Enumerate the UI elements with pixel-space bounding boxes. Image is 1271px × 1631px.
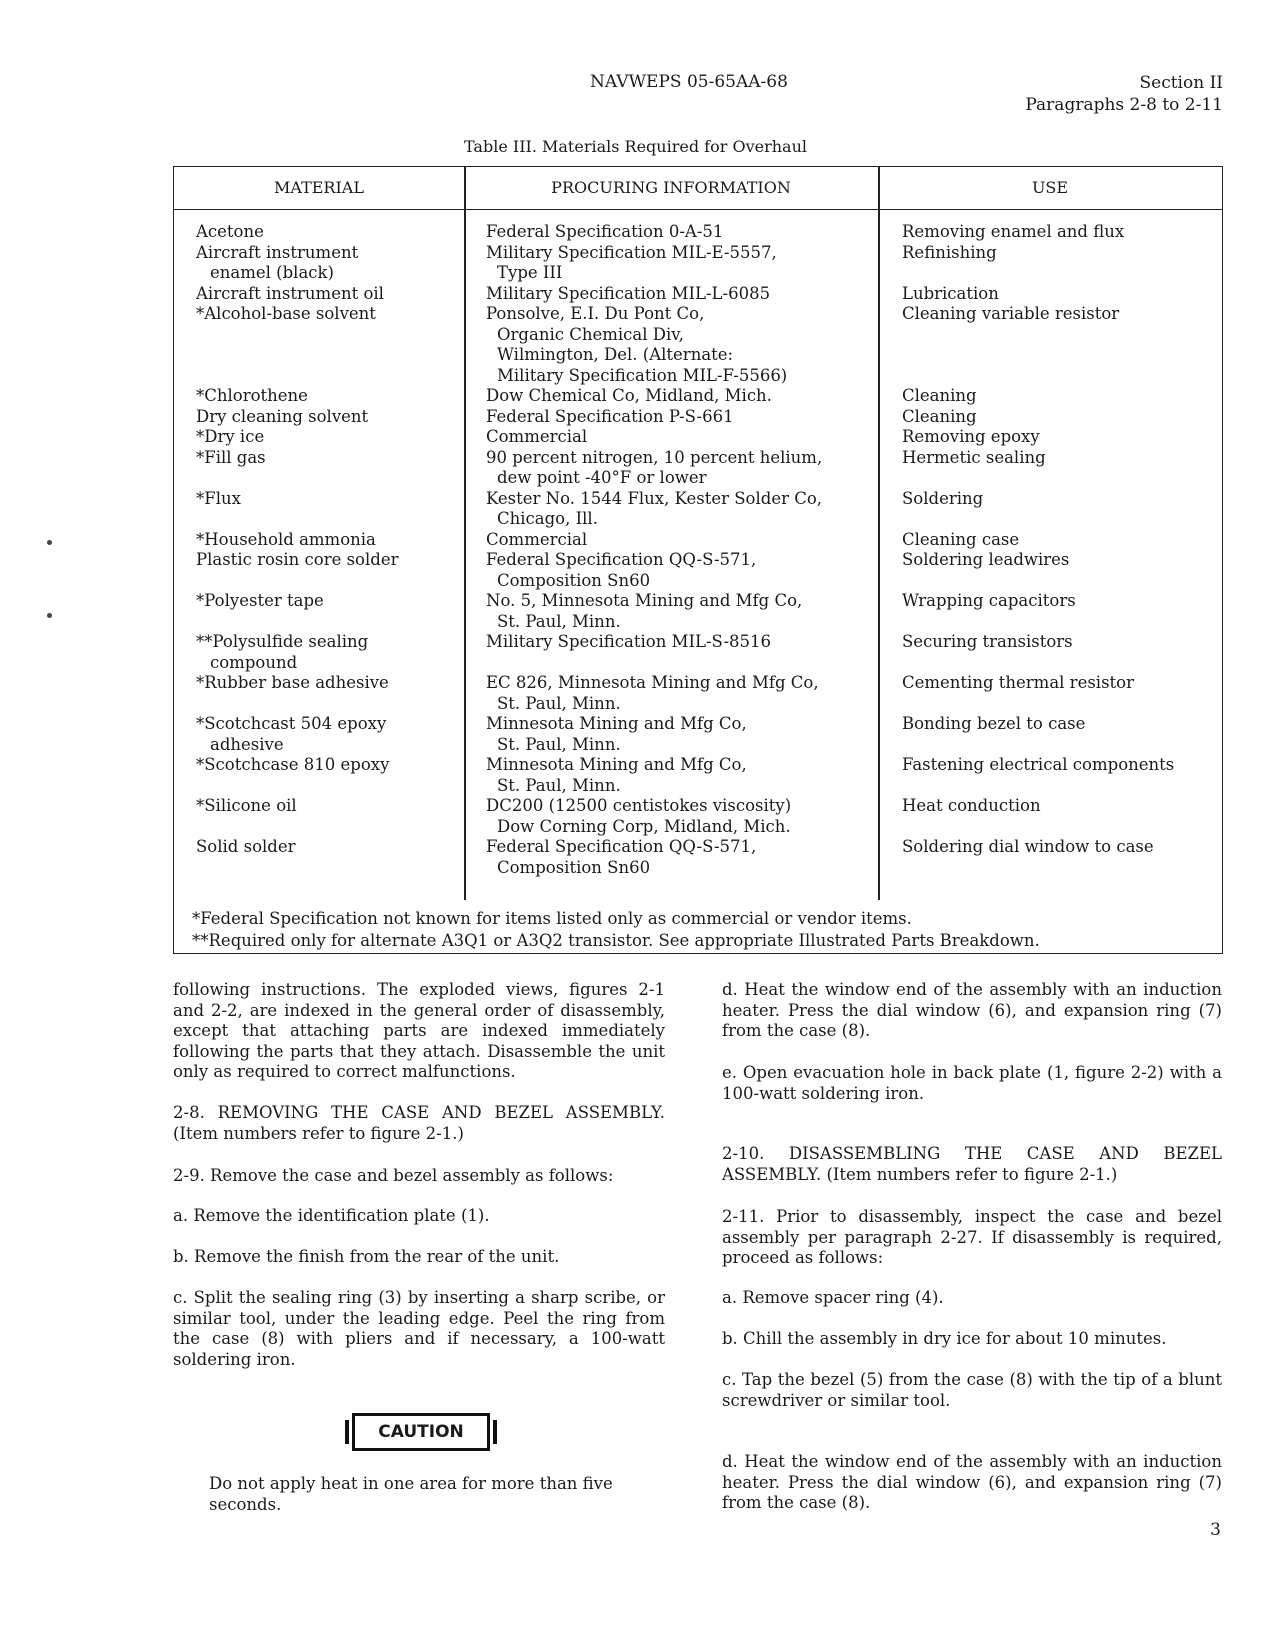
use-cell [902,448,1212,469]
procuring-cell [486,284,876,305]
procuring-cell [486,796,876,837]
scan-mark [47,613,52,618]
table-row [174,243,1222,284]
material-cell [196,796,458,817]
heading-2-10: 2-10. DISASSEMBLING THE CASE AND BEZEL ASSEMBLY. (Item numbers refer to figure 2-1.) [722,1144,1222,1184]
use-cell [902,243,1212,264]
material-cell [196,837,458,858]
procuring-cell [486,489,876,530]
procuring-cell-line: Military Specification MIL-F-5566) [497,365,788,385]
use-cell-line: Cleaning case [902,529,1020,549]
procuring-cell [486,222,876,243]
procuring-cell-line: Minnesota Mining and Mfg Co, [486,714,747,733]
procuring-cell-line: Commercial [486,529,588,549]
table-row [174,407,1222,428]
use-cell-line: Cementing thermal resistor [902,673,1134,692]
material-cell-line: enamel (black) [210,263,334,282]
material-cell [196,304,458,325]
procuring-cell-line: St. Paul, Minn. [497,693,621,713]
material-cell [196,489,458,510]
table-row [174,222,1222,243]
material-cell [196,591,458,612]
step-c-left: c. Split the sealing ring (3) by inserting a sharp scribe, or similar tool, under the leading edge. Peel the ring from the case (8) with pliers and if necessary, a 100-watt soldering iron. [173,1288,665,1369]
procuring-cell-line: Organic Chemical Div, [497,324,684,344]
material-cell-line: *Fill gas [196,447,266,467]
section-header [1025,72,1223,116]
material-cell-line: *Chlorothene [196,386,308,405]
procuring-cell-line: EC 826, Minnesota Mining and Mfg Co, [486,673,819,692]
procuring-cell-line: Ponsolve, E.I. Du Pont Co, [486,304,705,323]
procuring-cell-line: 90 percent nitrogen, 10 percent helium, [486,447,823,467]
table-caption: Table III. Materials Required for Overhaul [463,137,807,156]
use-cell [902,284,1212,305]
page-number: 3 [1210,1520,1221,1540]
use-cell [902,427,1212,448]
use-cell-line: Heat conduction [902,796,1041,815]
footnote-double-asterisk: **Required only for alternate A3Q1 or A3Q2 transistor. See appropriate Illustrated Parts Breakdown. [192,931,1040,950]
use-cell-line: Removing epoxy [902,427,1040,446]
footnote-single-asterisk: *Federal Specification not known for items listed only as commercial or vendor items. [192,909,912,928]
material-cell [196,448,458,469]
material-cell [196,407,458,428]
material-cell-line: *Scotchcase 810 epoxy [196,755,390,774]
use-cell [902,489,1212,510]
step-d2-right: d. Heat the window end of the assembly with an induction heater. Press the dial window (6), and expansion ring (7) from the case (8). [722,1452,1222,1512]
materials-table [173,166,1223,954]
procuring-cell [486,243,876,284]
use-cell [902,304,1212,325]
procuring-cell-line: DC200 (12500 centistokes viscosity) [486,796,792,815]
material-cell [196,755,458,776]
use-cell [902,386,1212,407]
material-cell-line: *Polyester tape [196,591,324,610]
use-cell [902,714,1212,735]
procuring-cell [486,714,876,755]
procuring-cell-line: Military Specification MIL-E-5557, [486,242,777,262]
paragraph-2-11: 2-11. Prior to disassembly, inspect the case and bezel assembly per paragraph 2-27. If disassembly is required, proceed as follows: [722,1207,1222,1267]
procuring-cell-line: Military Specification MIL-L-6085 [486,283,771,303]
use-cell-line: Lubrication [902,283,999,303]
table-row [174,427,1222,448]
material-cell [196,427,458,448]
procuring-cell-line: Type III [497,263,563,282]
procuring-cell [486,448,876,489]
material-cell-line: Acetone [196,222,264,241]
paragraph-range: Paragraphs 2-8 to 2-11 [1025,95,1223,115]
use-cell-line: Cleaning variable resistor [902,304,1120,323]
step-c-right: c. Tap the bezel (5) from the case (8) with the tip of a blunt screwdriver or similar tool. [722,1370,1222,1410]
intro-paragraph: following instructions. The exploded views, figures 2-1 and 2-2, are indexed in the general order of disassembly, except that attaching parts are indexed immediately following the parts that they attach. Disassemble the unit only as required to correct malfunctions. [173,980,665,1081]
material-cell [196,714,458,755]
use-cell-line: Fastening electrical components [902,755,1175,774]
table-row [174,714,1222,755]
column-header-procuring: PROCURING INFORMATION [551,178,791,197]
use-cell [902,530,1212,551]
material-cell-line: *Dry ice [196,427,265,446]
material-cell [196,673,458,694]
material-cell-line: compound [210,652,298,672]
procuring-cell [486,407,876,428]
use-cell [902,837,1212,858]
procuring-cell-line: Kester No. 1544 Flux, Kester Solder Co, [486,488,823,508]
step-d-right: d. Heat the window end of the assembly with an induction heater. Press the dial window (6), and expansion ring (7) from the case (8). [722,980,1222,1040]
use-cell-line: Wrapping capacitors [902,591,1076,610]
table-row [174,591,1222,632]
use-cell-line: Refinishing [902,242,997,262]
use-cell [902,755,1212,776]
procuring-cell [486,837,876,878]
material-cell-line: Dry cleaning solvent [196,406,369,426]
use-cell-line: Soldering leadwires [902,550,1070,569]
procuring-cell [486,632,876,653]
material-cell-line: Plastic rosin core solder [196,550,399,569]
paragraph-2-9: 2-9. Remove the case and bezel assembly as follows: [173,1166,614,1185]
procuring-cell-line: Federal Specification 0-A-51 [486,222,724,241]
procuring-cell-line: Minnesota Mining and Mfg Co, [486,755,747,774]
procuring-cell [486,530,876,551]
procuring-cell-line: St. Paul, Minn. [497,611,621,631]
table-row [174,530,1222,551]
procuring-cell-line: Dow Corning Corp, Midland, Mich. [497,816,791,836]
table-row [174,304,1222,386]
column-header-use: USE [1031,178,1069,197]
procuring-cell-line: Federal Specification QQ-S-571, [486,837,757,856]
use-cell [902,632,1212,653]
step-a-left: a. Remove the identification plate (1). [173,1206,490,1225]
step-b-right: b. Chill the assembly in dry ice for about 10 minutes. [722,1329,1167,1348]
use-cell-line: Cleaning [902,406,977,426]
procuring-cell [486,386,876,407]
use-cell-line: Bonding bezel to case [902,714,1086,733]
table-row [174,386,1222,407]
material-cell-line: *Alcohol-base solvent [196,304,376,323]
section-label: Section II [1139,73,1223,93]
table-body [174,222,1222,878]
use-cell [902,550,1212,571]
material-cell-line: *Scotchcast 504 epoxy [196,714,387,733]
use-cell-line: Hermetic sealing [902,447,1046,467]
column-header-material: MATERIAL [274,178,364,197]
use-cell [902,591,1212,612]
procuring-cell-line: dew point -40°F or lower [497,468,707,487]
material-cell [196,550,458,571]
procuring-cell-line: Chicago, Ill. [497,509,598,528]
step-b-left: b. Remove the finish from the rear of the unit. [173,1247,560,1266]
use-cell [902,222,1212,243]
procuring-cell [486,427,876,448]
document-number: NAVWEPS 05-65AA-68 [590,72,788,92]
table-row [174,796,1222,837]
table-row [174,550,1222,591]
table-row [174,755,1222,796]
procuring-cell [486,550,876,591]
table-row [174,673,1222,714]
caution-text: Do not apply heat in one area for more than five seconds. [209,1474,613,1514]
use-cell-line: Cleaning [902,386,977,405]
procuring-cell-line: Federal Specification QQ-S-571, [486,550,757,569]
procuring-cell [486,755,876,796]
procuring-cell-line: St. Paul, Minn. [497,775,621,795]
material-cell-line: *Silicone oil [196,796,297,815]
use-cell-line: Soldering [902,488,984,508]
caution-label: CAUTION [352,1413,490,1451]
procuring-cell-line: Military Specification MIL-S-8516 [486,632,772,651]
procuring-cell-line: Composition Sn60 [497,857,651,877]
scan-mark [47,540,52,545]
use-cell [902,673,1212,694]
use-cell [902,796,1212,817]
procuring-cell-line: Composition Sn60 [497,570,651,590]
table-row [174,448,1222,489]
material-cell-line: *Flux [196,488,241,508]
procuring-cell-line: St. Paul, Minn. [497,734,621,754]
table-row [174,284,1222,305]
procuring-cell-line: No. 5, Minnesota Mining and Mfg Co, [486,591,803,610]
material-cell [196,222,458,243]
material-cell [196,284,458,305]
table-row [174,489,1222,530]
material-cell [196,243,458,284]
table-header [174,167,1222,210]
procuring-cell-line: Dow Chemical Co, Midland, Mich. [486,386,772,405]
material-cell-line: *Household ammonia [196,529,376,549]
use-cell [902,407,1212,428]
step-e-right: e. Open evacuation hole in back plate (1, figure 2-2) with a 100-watt soldering iron. [722,1063,1222,1103]
material-cell [196,386,458,407]
table-row [174,632,1222,673]
material-cell [196,632,458,673]
material-cell-line: *Rubber base adhesive [196,673,389,692]
procuring-cell-line: Commercial [486,427,588,446]
material-cell [196,530,458,551]
heading-2-8: 2-8. REMOVING THE CASE AND BEZEL ASSEMBLY. (Item numbers refer to figure 2-1.) [173,1103,665,1143]
step-a-right: a. Remove spacer ring (4). [722,1288,944,1307]
material-cell-line: Solid solder [196,837,296,856]
procuring-cell-line: Wilmington, Del. (Alternate: [497,345,734,364]
material-cell-line: adhesive [210,734,284,754]
material-cell-line: Aircraft instrument oil [196,283,384,303]
use-cell-line: Removing enamel and flux [902,222,1125,241]
table-row [174,837,1222,878]
use-cell-line: Securing transistors [902,632,1073,651]
material-cell-line: **Polysulfide sealing [196,632,369,651]
material-cell-line: Aircraft instrument [196,242,359,262]
procuring-cell-line: Federal Specification P-S-661 [486,406,734,426]
procuring-cell [486,304,876,386]
procuring-cell [486,673,876,714]
use-cell-line: Soldering dial window to case [902,837,1154,856]
procuring-cell [486,591,876,632]
